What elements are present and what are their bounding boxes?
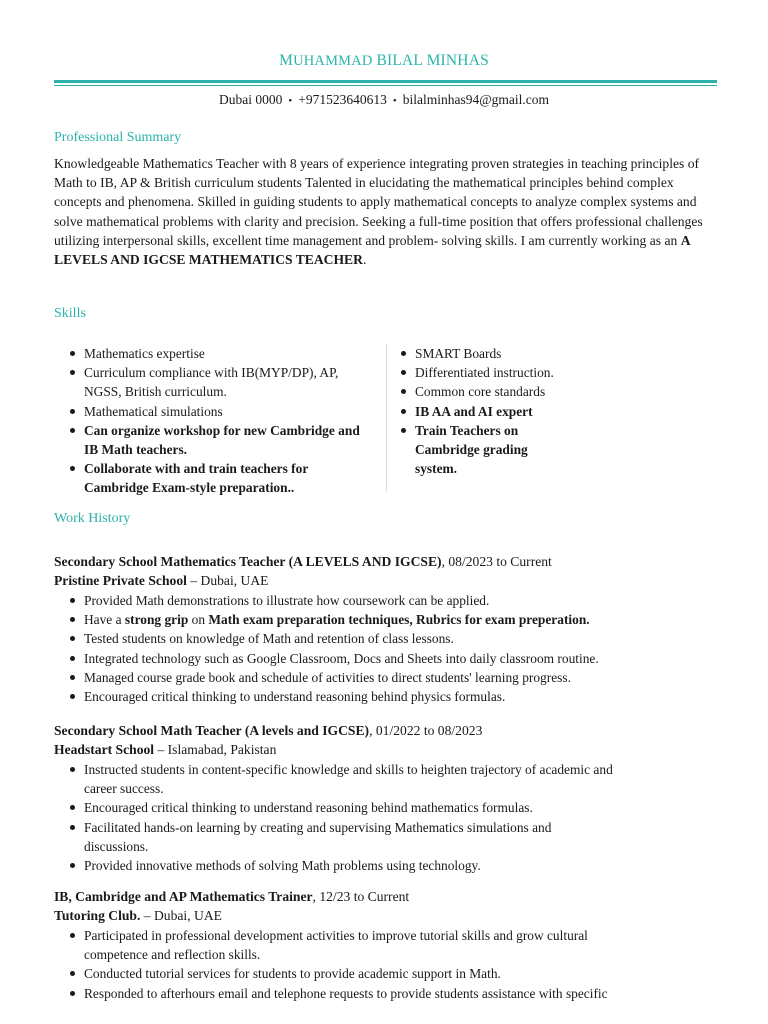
list-item: Provided innovative methods of solving Math problems using technology. (54, 856, 624, 875)
skills-list-left (54, 344, 376, 498)
job-employer-line: Tutoring Club. – Dubai, UAE (54, 908, 222, 923)
job-bullets (54, 926, 734, 1003)
list-item: Have a strong grip on Math exam preparation techniques, Rubrics for exam preperation. (54, 610, 734, 629)
list-item: Facilitated hands-on learning by creating and supervising Mathematics simulations and discussions. (54, 818, 564, 856)
job-employer-line: Pristine Private School – Dubai, UAE (54, 573, 269, 588)
job-title-line: IB, Cambridge and AP Mathematics Trainer, 12/23 to Current (54, 889, 410, 904)
skill-item: Train Teachers on Cambridge grading system. (385, 421, 543, 479)
list-item: Integrated technology such as Google Classroom, Docs and Sheets into daily classroom routine. (54, 649, 734, 668)
list-item: Participated in professional development activities to improve tutorial skills and grow cultural competence and reflection skills. (54, 926, 654, 964)
job-bullets (54, 760, 624, 875)
list-item: Conducted tutorial services for students to provide academic support in Math. (54, 964, 734, 983)
job-title-line: Secondary School Mathematics Teacher (A LEVELS AND IGCSE), 08/2023 to Current (54, 554, 552, 569)
contact-location: Dubai 0000 (218, 92, 283, 107)
contact-email[interactable]: bilalminhas94@gmail.com (402, 92, 549, 107)
skills-heading: Skills (54, 306, 86, 321)
list-item: Managed course grade book and schedule of activities to direct students' learning progress. (54, 668, 734, 687)
list-item: Responded to afterhours email and telephone requests to provide students assistance with specific (54, 984, 734, 1003)
summary-heading: Professional Summary (54, 130, 182, 145)
skill-item: IB AA and AI expert (385, 402, 585, 421)
work-history-heading: Work History (54, 511, 131, 526)
list-item: Encouraged critical thinking to understand reasoning behind physics formulas. (54, 687, 734, 706)
contact-phone[interactable]: +971523640613 (298, 92, 387, 107)
header-rule-thin (54, 85, 717, 86)
skill-item: Mathematical simulations (54, 402, 376, 421)
contact-line (0, 92, 768, 108)
bullet-separator-icon: • (392, 95, 397, 107)
skill-item: Collaborate with and train teachers for Cambridge Exam-style preparation.. (54, 459, 376, 497)
candidate-name: MUHAMMAD BILAL MINHAS (279, 52, 489, 69)
job-title-line: Secondary School Math Teacher (A levels and IGCSE), 01/2022 to 08/2023 (54, 723, 483, 738)
skill-item: SMART Boards (385, 344, 585, 363)
job-bullets (54, 591, 734, 706)
list-item: Instructed students in content-specific knowledge and skills to heighten trajectory of academic and career success. (54, 760, 624, 798)
skill-item: Can organize workshop for new Cambridge and IB Math teachers. (54, 421, 376, 459)
list-item: Provided Math demonstrations to illustrate how coursework can be applied. (54, 591, 734, 610)
job-employer-line: Headstart School – Islamabad, Pakistan (54, 742, 277, 757)
skill-item: Differentiated instruction. (385, 363, 585, 382)
skills-list-right (385, 344, 585, 478)
skill-item: Common core standards (385, 382, 585, 401)
bullet-separator-icon: • (288, 95, 293, 107)
list-item: Tested students on knowledge of Math and retention of class lessons. (54, 629, 734, 648)
summary-text: Knowledgeable Mathematics Teacher with 8 years of experience integrating proven strategies in teaching principles of Math to IB, AP & British curriculum students Talented in elucidating the mathematical principles behind complex concepts and phenomena. Skilled in guiding students to apply mathematical concepts to analyze complex systems and solve mathematical problems with clarity and precision. Seeking a full-time position that offers professional challenges utilizing interpersonal skills, excellent time management and problem- solving skills. I am currently working as an A LEVELS AND IGCSE MATHEMATICS TEACHER. (54, 156, 703, 268)
list-item: Encouraged critical thinking to understand reasoning behind mathematics formulas. (54, 798, 684, 817)
skill-item: Curriculum compliance with IB(MYP/DP), AP, NGSS, British curriculum. (54, 363, 376, 401)
skill-item: Mathematics expertise (54, 344, 376, 363)
header-rule-thick (54, 80, 717, 83)
